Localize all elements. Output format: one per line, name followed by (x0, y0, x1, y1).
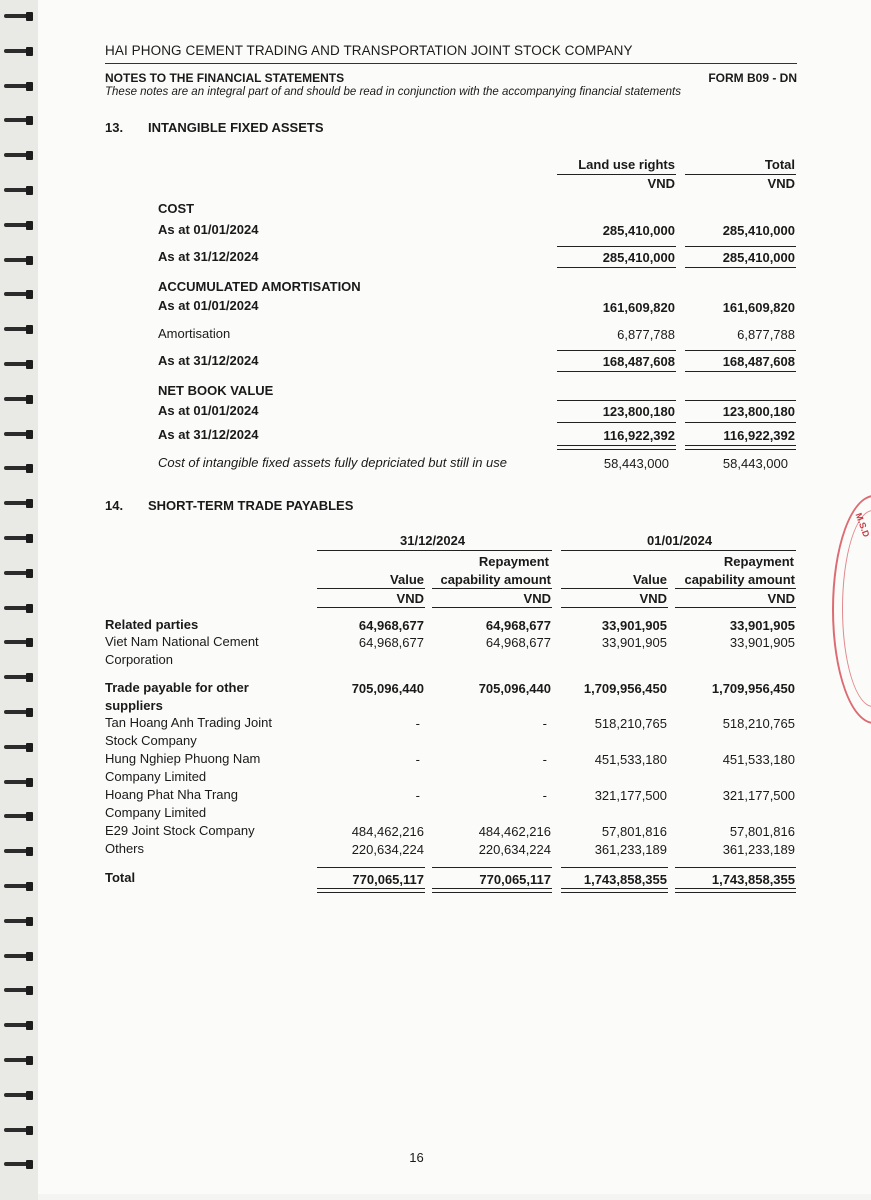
binding-ring (4, 12, 34, 21)
rule (317, 607, 425, 608)
binding-ring (4, 290, 34, 299)
binding-ring (4, 986, 34, 995)
binding-ring (4, 708, 34, 717)
amort-open-value: 161,609,820 (602, 300, 675, 315)
section-title: SHORT-TERM TRADE PAYABLES (148, 498, 354, 513)
total-value-2: 770,065,117 (479, 872, 551, 887)
row-value: 484,462,216 (351, 824, 424, 839)
row-label-cont: Company Limited (105, 805, 207, 820)
rule (685, 350, 796, 351)
cost-close-label: As at 31/12/2024 (158, 249, 259, 264)
row-value: 518,210,765 (594, 716, 667, 731)
binding-ring (4, 116, 34, 125)
rule (317, 867, 425, 868)
row-value: - (415, 788, 420, 803)
rule (561, 550, 796, 551)
row-value: 33,901,905 (601, 618, 667, 633)
row-value: - (415, 752, 420, 767)
binding-ring (4, 186, 34, 195)
amort-heading: ACCUMULATED AMORTISATION (158, 279, 361, 294)
rule (561, 867, 668, 868)
period-31-12-2024: 31/12/2024 (400, 533, 466, 548)
row-value: 451,533,180 (594, 752, 667, 767)
section-number: 14. (105, 498, 124, 513)
row-value: 705,096,440 (351, 681, 424, 696)
row-label: Others (105, 841, 145, 856)
rule (557, 246, 676, 247)
double-rule (432, 888, 552, 893)
row-value: 484,462,216 (478, 824, 551, 839)
rule (557, 267, 676, 268)
row-label: Related parties (105, 617, 199, 632)
rule (685, 371, 796, 372)
unit-2: VND (767, 176, 795, 191)
double-rule (317, 888, 425, 893)
unit: VND (523, 591, 551, 606)
binding-ring (4, 325, 34, 334)
amort-charge-value: 6,877,788 (617, 327, 675, 342)
rule (685, 246, 796, 247)
row-value: 705,096,440 (478, 681, 551, 696)
binding-ring (4, 151, 34, 160)
unit: VND (396, 591, 424, 606)
binding-ring (4, 464, 34, 473)
binding-ring (4, 604, 34, 613)
row-value: 1,709,956,450 (711, 681, 795, 696)
unit: VND (767, 591, 795, 606)
row-value: 33,901,905 (601, 635, 667, 650)
row-label: E29 Joint Stock Company (105, 823, 255, 838)
notes-subtitle: These notes are an integral part of and should be read in conjunction with the accompanying financial statements (105, 86, 681, 98)
rule (561, 588, 668, 589)
amort-charge-label: Amortisation (158, 326, 231, 341)
page-number: 16 (409, 1150, 424, 1165)
rule (432, 867, 552, 868)
row-value: 64,968,677 (485, 635, 551, 650)
unit: VND (639, 591, 667, 606)
binding-ring (4, 952, 34, 961)
binding-ring (4, 882, 34, 891)
rule (675, 867, 796, 868)
repay-label-2a: capability amount (440, 572, 551, 587)
notes-title: NOTES TO THE FINANCIAL STATEMENTS (105, 71, 345, 85)
amort-close-value: 168,487,608 (602, 354, 675, 369)
spiral-binding (0, 0, 38, 1200)
row-value: - (415, 716, 420, 731)
section-title: INTANGIBLE FIXED ASSETS (148, 120, 324, 135)
repay-label-1b: Repayment (723, 554, 794, 569)
section-number: 13. (105, 120, 124, 135)
binding-ring (4, 1021, 34, 1030)
binding-ring (4, 221, 34, 230)
binding-ring (4, 812, 34, 821)
row-value: 33,901,905 (729, 635, 795, 650)
row-label: Hung Nghiep Phuong Nam (105, 751, 261, 766)
row-value: 33,901,905 (729, 618, 795, 633)
row-value: 64,968,677 (358, 618, 424, 633)
row-value: 518,210,765 (722, 716, 795, 731)
rule (317, 550, 552, 551)
row-label: Hoang Phat Nha Trang (105, 787, 238, 802)
binding-ring (4, 256, 34, 265)
binding-ring (4, 917, 34, 926)
total-value-3: 1,743,858,355 (583, 872, 667, 887)
repay-label-2b: capability amount (684, 572, 795, 587)
double-rule (557, 445, 676, 450)
rule (557, 422, 676, 423)
rule (557, 400, 676, 401)
fully-dep-total: 58,443,000 (722, 456, 788, 471)
nbv-heading: NET BOOK VALUE (158, 383, 274, 398)
header-rule-1 (557, 174, 676, 175)
row-value: 57,801,816 (729, 824, 795, 839)
nbv-close-total: 116,922,392 (723, 428, 795, 443)
binding-ring (4, 1091, 34, 1100)
amort-close-label: As at 31/12/2024 (158, 353, 259, 368)
seal-text: M.S.D (853, 511, 871, 539)
row-value: 220,634,224 (351, 842, 424, 857)
total-label: Total (105, 870, 136, 885)
cost-heading: COST (158, 201, 195, 216)
col-total: Total (764, 157, 795, 172)
company-name: HAI PHONG CEMENT TRADING AND TRANSPORTATION JOINT STOCK COMPANY (105, 43, 633, 58)
nbv-open-total: 123,800,180 (722, 404, 795, 419)
binding-ring (4, 430, 34, 439)
period-01-01-2024: 01/01/2024 (647, 533, 713, 548)
row-label: Trade payable for other (105, 680, 249, 695)
unit-1: VND (647, 176, 675, 191)
rule (685, 422, 796, 423)
repay-label-1a: Repayment (478, 554, 549, 569)
row-value: 64,968,677 (358, 635, 424, 650)
row-value: 451,533,180 (722, 752, 795, 767)
row-label: Tan Hoang Anh Trading Joint (105, 715, 272, 730)
binding-ring (4, 569, 34, 578)
fully-dep-label: Cost of intangible fixed assets fully depriciated but still in use (158, 455, 508, 470)
row-label: Viet Nam National Cement (105, 634, 259, 649)
binding-ring (4, 360, 34, 369)
row-value: - (542, 752, 547, 767)
amort-close-total: 168,487,608 (722, 354, 795, 369)
double-rule (561, 888, 668, 893)
binding-ring (4, 47, 34, 56)
nbv-close-value: 116,922,392 (603, 428, 675, 443)
row-value: 361,233,189 (722, 842, 795, 857)
binding-ring (4, 1056, 34, 1065)
rule (675, 588, 796, 589)
rule (557, 371, 676, 372)
fully-dep-value: 58,443,000 (603, 456, 669, 471)
total-value-4: 1,743,858,355 (711, 872, 795, 887)
binding-ring (4, 1126, 34, 1135)
value-label-b: Value (633, 572, 667, 587)
binding-ring (4, 847, 34, 856)
row-label-cont: Corporation (105, 652, 173, 667)
row-label-cont: Company Limited (105, 769, 207, 784)
row-value: 220,634,224 (478, 842, 551, 857)
binding-ring (4, 82, 34, 91)
rule (561, 607, 668, 608)
binding-ring (4, 395, 34, 404)
cost-open-value: 285,410,000 (602, 223, 675, 238)
rule (317, 588, 425, 589)
value-label-a: Value (390, 572, 424, 587)
row-value: 361,233,189 (594, 842, 667, 857)
amort-open-label: As at 01/01/2024 (158, 298, 259, 313)
row-value: 321,177,500 (594, 788, 667, 803)
binding-ring (4, 778, 34, 787)
rule (685, 400, 796, 401)
form-code: FORM B09 - DN (708, 71, 797, 85)
nbv-close-label: As at 31/12/2024 (158, 427, 259, 442)
nbv-open-value: 123,800,180 (602, 404, 675, 419)
binding-ring (4, 743, 34, 752)
row-value: 1,709,956,450 (583, 681, 667, 696)
total-value-1: 770,065,117 (352, 872, 424, 887)
amort-charge-total: 6,877,788 (737, 327, 795, 342)
binding-ring (4, 499, 34, 508)
rule (432, 588, 552, 589)
row-value: 321,177,500 (722, 788, 795, 803)
row-value: 64,968,677 (485, 618, 551, 633)
row-label-cont: suppliers (105, 698, 163, 713)
double-rule (685, 445, 796, 450)
amort-open-total: 161,609,820 (722, 300, 795, 315)
double-rule (675, 888, 796, 893)
nbv-open-label: As at 01/01/2024 (158, 403, 259, 418)
rule (557, 350, 676, 351)
row-label-cont: Stock Company (105, 733, 197, 748)
cost-open-label: As at 01/01/2024 (158, 222, 259, 237)
row-value: - (542, 716, 547, 731)
binding-ring (4, 673, 34, 682)
cost-close-total: 285,410,000 (722, 250, 795, 265)
header-rule-2 (685, 174, 796, 175)
rule (675, 607, 796, 608)
row-value: 57,801,816 (601, 824, 667, 839)
cost-open-total: 285,410,000 (722, 223, 795, 238)
document-page (38, 0, 871, 1194)
binding-ring (4, 534, 34, 543)
rule (432, 607, 552, 608)
binding-ring (4, 638, 34, 647)
col-land-use-rights: Land use rights (578, 157, 675, 172)
rule (685, 267, 796, 268)
cost-close-value: 285,410,000 (602, 250, 675, 265)
row-value: - (542, 788, 547, 803)
header-rule (105, 63, 797, 64)
